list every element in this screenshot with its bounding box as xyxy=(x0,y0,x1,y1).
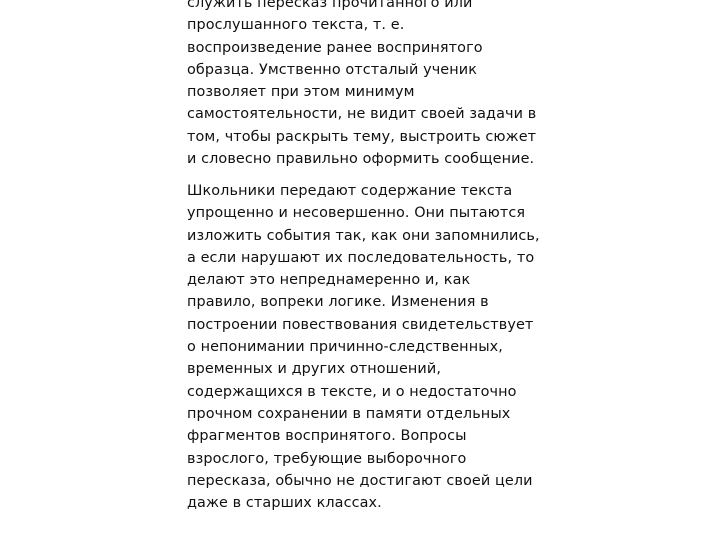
text-line: пересказа, обычно не достигают своей цели xyxy=(187,472,533,489)
text-line: взрослого, требующие выборочного xyxy=(187,450,467,467)
text-line: фрагментов воспринятого. Вопросы xyxy=(187,428,467,445)
text-line: делают это непреднамеренно и, как xyxy=(187,272,471,289)
text-line: а если нарушают их последовательность, то xyxy=(187,249,535,266)
text-line: прослушанного текста, т. е. xyxy=(187,17,405,34)
text-line: воспроизведение ранее воспринятого xyxy=(187,39,483,56)
text-line: и словесно правильно оформить сообщение. xyxy=(187,151,535,168)
text-line: прочном сохранении в памяти отдельных xyxy=(187,405,511,422)
text-line: временных и других отношений, xyxy=(187,361,441,378)
text-line: упрощенно и несовершенно. Они пытаются xyxy=(187,205,526,222)
paragraph-1 xyxy=(187,0,547,170)
text-line: том, чтобы раскрыть тему, выстроить сюжет xyxy=(187,128,537,145)
text-line: позволяет при этом минимум xyxy=(187,84,415,101)
text-line: самостоятельности, не видит своей задачи в xyxy=(187,106,537,123)
text-line: о непонимании причинно-следственных, xyxy=(187,339,503,356)
text-line: Школьники передают содержание текста xyxy=(187,183,513,199)
text-line: содержащихся в тексте, и о недостаточно xyxy=(187,383,517,400)
text-line: образца. Умственно отсталый ученик xyxy=(187,61,478,78)
text-line: служить пересказ прочитанного или xyxy=(187,0,473,11)
text-line: построении повествования свидетельствует xyxy=(187,316,534,333)
paragraph-2 xyxy=(187,180,547,514)
text-line: даже в старших классах. xyxy=(187,495,382,512)
text-line: изложить события так, как они запомнились, xyxy=(187,227,540,244)
text-line: правило, вопреки логике. Изменения в xyxy=(187,294,489,311)
